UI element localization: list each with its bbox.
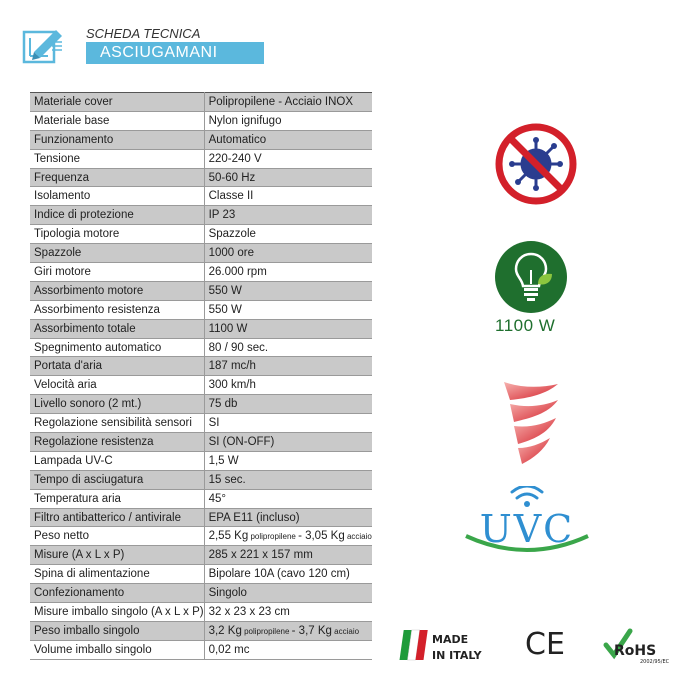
spec-value-note: polipropilene (241, 626, 292, 636)
rohs-text: RoHS (614, 643, 657, 659)
spec-label: Filtro antibatterico / antivirale (30, 508, 204, 527)
spec-label: Volume imballo singolo (30, 640, 204, 659)
spec-value: 187 mc/h (204, 357, 372, 376)
spec-row (30, 546, 372, 565)
ce-mark-icon (522, 622, 568, 662)
spec-value-part: 3,2 Kg (208, 624, 242, 637)
spec-value: 50-60 Hz (204, 168, 372, 187)
spec-label: Assorbimento resistenza (30, 300, 204, 319)
spec-label: Peso imballo singolo (30, 621, 204, 640)
spec-value-note: polipropilene (248, 532, 299, 542)
spec-value: 75 db (204, 395, 372, 414)
spec-value-part: - 3,05 Kg (298, 530, 345, 543)
spec-label: Lampada UV-C (30, 451, 204, 470)
spec-value-part: 2,55 Kg (208, 530, 249, 543)
spec-value: 26.000 rpm (204, 263, 372, 282)
spec-row (30, 640, 372, 659)
spec-label: Giri motore (30, 263, 204, 282)
spec-value: 1000 ore (204, 244, 372, 263)
spec-label: Misure (A x L x P) (30, 546, 204, 565)
spec-row (30, 451, 372, 470)
spec-label: Isolamento (30, 187, 204, 206)
spec-value: 300 km/h (204, 376, 372, 395)
spec-label: Assorbimento motore (30, 281, 204, 300)
spec-row (30, 263, 372, 282)
spec-row (30, 395, 372, 414)
spec-value: 15 sec. (204, 470, 372, 489)
spec-label: Livello sonoro (2 mt.) (30, 395, 204, 414)
spec-row (30, 168, 372, 187)
spec-row (30, 414, 372, 433)
spec-row (30, 206, 372, 225)
spec-row (30, 281, 372, 300)
spec-label: Regolazione resistenza (30, 433, 204, 452)
spec-row (30, 470, 372, 489)
spec-row (30, 111, 372, 130)
spec-label: Temperatura aria (30, 489, 204, 508)
spec-row (30, 508, 372, 527)
spec-row (30, 603, 372, 622)
spec-value: 1100 W (204, 319, 372, 338)
spec-row (30, 319, 372, 338)
spec-value: SI (204, 414, 372, 433)
spec-row (30, 584, 372, 603)
spec-label: Materiale base (30, 111, 204, 130)
spec-value-part: - 3,7 Kg (291, 624, 332, 637)
spec-value: Polipropilene - Acciaio INOX (204, 93, 372, 112)
spec-value: 285 x 221 x 157 mm (204, 546, 372, 565)
spec-label: Materiale cover (30, 93, 204, 112)
spec-row (30, 527, 372, 546)
header-title: SCHEDA TECNICA (86, 26, 201, 41)
spec-label: Portata d'aria (30, 357, 204, 376)
spec-row (30, 376, 372, 395)
rohs-code: 2002/95/EC (640, 659, 670, 665)
spec-label: Peso netto (30, 527, 204, 546)
spec-row (30, 149, 372, 168)
spec-label: Tempo di asciugatura (30, 470, 204, 489)
spec-label: Assorbimento totale (30, 319, 204, 338)
spec-value: 45° (204, 489, 372, 508)
uvc-icon (462, 486, 592, 562)
spec-label: Confezionamento (30, 584, 204, 603)
spec-value: Bipolare 10A (cavo 120 cm) (204, 565, 372, 584)
rohs-icon (600, 625, 670, 665)
spec-row (30, 489, 372, 508)
eco-bulb-icon (494, 240, 568, 314)
spec-value: 32 x 23 x 23 cm (204, 603, 372, 622)
spec-value: Automatico (204, 130, 372, 149)
spec-value: IP 23 (204, 206, 372, 225)
spec-value: 0,02 mc (204, 640, 372, 659)
spec-row (30, 565, 372, 584)
spec-label: Spina di alimentazione (30, 565, 204, 584)
spec-value (204, 621, 372, 640)
spec-row (30, 225, 372, 244)
spec-value-note: acciaio (344, 532, 372, 542)
spec-row (30, 187, 372, 206)
spec-label: Funzionamento (30, 130, 204, 149)
spec-value: EPA E11 (incluso) (204, 508, 372, 527)
spec-row (30, 93, 372, 112)
uvc-text: UVC (479, 507, 575, 551)
italy-flag-icon (398, 628, 498, 664)
no-virus-icon (494, 122, 578, 206)
made-text: MADE (432, 633, 469, 646)
spec-table (30, 92, 372, 660)
header-banner: ASCIUGAMANI (86, 42, 264, 64)
spec-row (30, 621, 372, 640)
ce-text: CE (525, 627, 565, 662)
spec-label: Tensione (30, 149, 204, 168)
hot-air-icon (500, 378, 562, 466)
spec-value: 550 W (204, 281, 372, 300)
spec-label: Spazzole (30, 244, 204, 263)
spec-row (30, 244, 372, 263)
spec-value: 1,5 W (204, 451, 372, 470)
power-label: 1100 W (495, 316, 556, 335)
spec-label: Spegnimento automatico (30, 338, 204, 357)
spec-label: Indice di protezione (30, 206, 204, 225)
spec-value: Spazzole (204, 225, 372, 244)
in-italy-text: IN ITALY (432, 649, 482, 662)
spec-value: SI (ON-OFF) (204, 433, 372, 452)
spec-value: Nylon ignifugo (204, 111, 372, 130)
spec-label: Misure imballo singolo (A x L x P) (30, 603, 204, 622)
spec-value-note: acciaio (331, 626, 360, 636)
header-tools-icon (22, 26, 66, 66)
spec-value: Singolo (204, 584, 372, 603)
spec-row (30, 338, 372, 357)
spec-label: Regolazione sensibilità sensori (30, 414, 204, 433)
spec-value: 550 W (204, 300, 372, 319)
spec-value: Classe II (204, 187, 372, 206)
spec-label: Velocità aria (30, 376, 204, 395)
spec-row (30, 357, 372, 376)
spec-row (30, 433, 372, 452)
spec-label: Frequenza (30, 168, 204, 187)
spec-row (30, 300, 372, 319)
spec-label: Tipologia motore (30, 225, 204, 244)
spec-value: 220-240 V (204, 149, 372, 168)
spec-value: 80 / 90 sec. (204, 338, 372, 357)
spec-row (30, 130, 372, 149)
spec-value (204, 527, 372, 546)
